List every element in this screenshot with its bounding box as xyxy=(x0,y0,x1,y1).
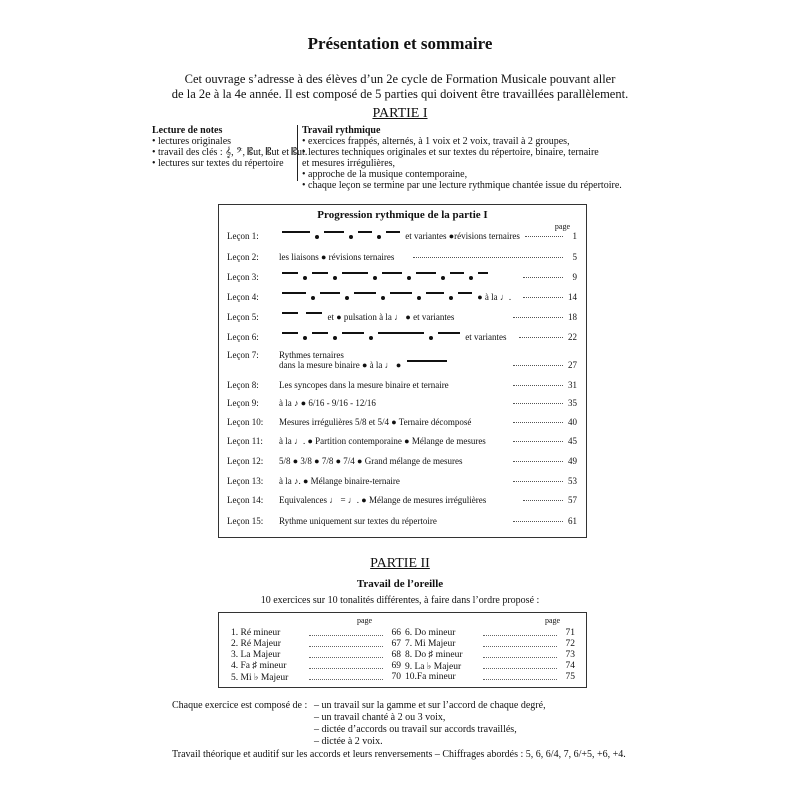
bullet-icon xyxy=(417,296,421,300)
lesson-page: 49 xyxy=(568,456,577,466)
lesson-row xyxy=(227,292,577,306)
lesson-desc: 5/8 ● 3/8 ● 7/8 ● 7/4 ● Grand mélange de mesures xyxy=(279,456,463,466)
bullet-icon xyxy=(303,276,307,280)
rhythm-notation-icon xyxy=(416,272,436,283)
rhythm-notation-icon xyxy=(358,231,372,242)
bullet-icon xyxy=(441,276,445,280)
lesson-page: 27 xyxy=(568,360,577,370)
rhythm-notation-icon xyxy=(378,332,424,343)
leader-dots xyxy=(309,657,383,658)
leader-dots xyxy=(513,461,563,462)
tonality-row: 10.Fa mineur 75 xyxy=(405,672,575,682)
lesson-desc: ● à la ♩. xyxy=(279,292,511,303)
section-divider xyxy=(297,125,298,181)
leader-dots xyxy=(483,679,557,680)
leader-dots xyxy=(525,236,563,237)
bullet-icon xyxy=(333,336,337,340)
lesson-label: Leçon 1: xyxy=(227,231,259,241)
rhythm-notation-icon xyxy=(282,332,298,343)
theory-line: Travail théorique et auditif sur les accords et leurs renversements – Chiffrages abordés : 5, 6, 6/4, 7, 6/+5, +6, +4. xyxy=(172,749,626,760)
lesson-label: Leçon 15: xyxy=(227,516,264,526)
lesson-label: Leçon 14: xyxy=(227,495,264,505)
leader-dots xyxy=(513,441,563,442)
lesson-page: 5 xyxy=(572,252,577,262)
bullet-icon xyxy=(369,336,373,340)
rhythm-notation-icon xyxy=(306,312,322,323)
tonality-row: 8. Do ♯ mineur 73 xyxy=(405,650,575,660)
rhythm-notation-icon xyxy=(450,272,464,283)
lesson-row xyxy=(227,312,577,326)
rhythm-notation-icon xyxy=(438,332,460,343)
lesson-page: 61 xyxy=(568,516,577,526)
page-column-label: page xyxy=(545,616,561,625)
lesson-page: 9 xyxy=(572,272,577,282)
lesson-row xyxy=(227,516,577,530)
lesson-page: 1 xyxy=(572,231,577,241)
lesson-page: 14 xyxy=(568,292,577,302)
lesson-page: 31 xyxy=(568,380,577,390)
bullet-icon xyxy=(407,276,411,280)
lesson-row xyxy=(227,398,577,412)
tonalities-box xyxy=(218,612,587,688)
leader-dots xyxy=(513,385,563,386)
lesson-desc: Mesures irrégulières 5/8 et 5/4 ● Ternaire décomposé xyxy=(279,417,472,427)
lecture-title: Lecture de notes xyxy=(152,125,223,136)
lesson-row xyxy=(227,476,577,490)
lesson-row xyxy=(227,231,577,245)
travail-item: et mesures irrégulières, xyxy=(302,158,396,169)
rhythm-notation-icon xyxy=(426,292,444,303)
lesson-row xyxy=(227,436,577,450)
lesson-label: Leçon 5: xyxy=(227,312,259,322)
lesson-label: Leçon 9: xyxy=(227,398,259,408)
rhythm-notation-icon xyxy=(282,312,298,323)
rhythm-notation-icon xyxy=(478,272,488,283)
lesson-label: Leçon 3: xyxy=(227,272,259,282)
lesson-label: Leçon 10: xyxy=(227,417,264,427)
leader-dots xyxy=(483,635,557,636)
leader-dots xyxy=(483,646,557,647)
rhythm-notation-icon xyxy=(312,332,328,343)
lesson-desc: à la ♪ ● 6/16 - 9/16 - 12/16 xyxy=(279,398,376,408)
lesson-label: Leçon 2: xyxy=(227,252,259,262)
lecture-item: • travail des clés : 𝄞, 𝄢, 𝄡ut, 𝄡ut et 𝄡ut. xyxy=(152,147,308,158)
rhythm-notation-icon xyxy=(390,292,412,303)
part-2-subtitle: Travail de l’oreille xyxy=(356,578,444,590)
leader-dots xyxy=(513,521,563,522)
intro-text xyxy=(150,72,650,102)
intro-line-1: Cet ouvrage s’adresse à des élèves d’un 2e cycle de Formation Musicale pouvant aller xyxy=(184,72,616,86)
bullet-icon xyxy=(303,336,307,340)
part-2-description: 10 exercices sur 10 tonalités différentes, à faire dans l’ordre proposé : xyxy=(260,595,540,606)
travail-section xyxy=(302,125,622,191)
tonality-row: 2. Ré Majeur 67 xyxy=(231,639,401,649)
lesson-desc: et variantes xyxy=(279,332,506,343)
lesson-desc: Les syncopes dans la mesure binaire et ternaire xyxy=(279,380,449,390)
leader-dots xyxy=(513,317,563,318)
lesson-page: 57 xyxy=(568,495,577,505)
bullet-icon xyxy=(373,276,377,280)
leader-dots xyxy=(483,657,557,658)
bullet-icon xyxy=(315,235,319,239)
lesson-label: Leçon 11: xyxy=(227,436,263,446)
travail-title: Travail rythmique xyxy=(302,125,381,136)
lesson-label: Leçon 6: xyxy=(227,332,259,342)
lesson-desc: Rythme uniquement sur textes du répertoire xyxy=(279,516,437,526)
leader-dots xyxy=(523,297,563,298)
leader-dots xyxy=(309,646,383,647)
rhythm-notation-icon xyxy=(282,231,310,242)
page-column-label: page xyxy=(554,222,570,231)
bullet-icon xyxy=(333,276,337,280)
lesson-row xyxy=(227,252,577,266)
composition-item: – dictée d’accords ou travail sur accords travaillés, xyxy=(314,724,517,735)
bullet-icon xyxy=(469,276,473,280)
lesson-label: Leçon 7: xyxy=(227,350,259,360)
page-column-label: page xyxy=(357,616,373,625)
rhythm-notation-icon xyxy=(382,272,402,283)
rhythm-notation-icon xyxy=(458,292,472,303)
lesson-page: 45 xyxy=(568,436,577,446)
leader-dots xyxy=(513,481,563,482)
lesson-row xyxy=(227,417,577,431)
lesson-label: Leçon 13: xyxy=(227,476,264,486)
leader-dots xyxy=(309,668,383,669)
rhythm-notation-icon xyxy=(354,292,376,303)
rhythm-notation-icon xyxy=(324,231,344,242)
lesson-page: 18 xyxy=(568,312,577,322)
tonality-row: 3. La Majeur 68 xyxy=(231,650,401,660)
tonality-row: 1. Ré mineur 66 xyxy=(231,628,401,638)
part-1-heading: PARTIE I xyxy=(372,106,428,121)
lecture-section xyxy=(152,125,307,169)
lesson-desc: Rythmes ternaires dans la mesure binaire ● à la ♩ ● xyxy=(279,350,450,371)
lesson-label: Leçon 12: xyxy=(227,456,264,466)
lesson-desc: les liaisons ● révisions ternaires xyxy=(279,252,395,262)
lesson-desc: et ● pulsation à la ♩ ● et variantes xyxy=(279,312,454,323)
lesson-label: Leçon 4: xyxy=(227,292,259,302)
bullet-icon xyxy=(377,235,381,239)
lesson-row xyxy=(227,332,577,346)
composition-item: – un travail sur la gamme et sur l’accord de chaque degré, xyxy=(314,700,546,711)
lesson-page: 22 xyxy=(568,332,577,342)
lesson-row xyxy=(227,456,577,470)
travail-item: • lectures techniques originales et sur textes du répertoire, binaire, ternaire xyxy=(302,147,599,158)
lesson-page: 53 xyxy=(568,476,577,486)
lesson-desc: à la ♩. ● Partition contemporaine ● Mélange de mesures xyxy=(279,436,486,446)
lesson-page: 35 xyxy=(568,398,577,408)
rhythm-notation-icon xyxy=(407,360,447,371)
composition-list xyxy=(314,700,546,748)
tonality-row: 4. Fa ♯ mineur 69 xyxy=(231,661,401,671)
rhythm-notation-icon xyxy=(342,272,368,283)
lesson-row xyxy=(227,380,577,394)
rhythm-notation-icon xyxy=(312,272,328,283)
leader-dots xyxy=(519,337,563,338)
rhythm-notation-icon xyxy=(386,231,400,242)
leader-dots xyxy=(309,635,383,636)
lecture-item: • lectures sur textes du répertoire xyxy=(152,158,284,169)
lesson-desc xyxy=(279,272,491,283)
leader-dots xyxy=(523,500,563,501)
lesson-desc: Equivalences ♩ = ♩. ● Mélange de mesures irrégulières xyxy=(279,495,487,505)
intro-line-2: de la 2e à la 4e année. Il est composé de 5 parties qui doivent être travaillées parallèlement. xyxy=(171,87,629,101)
bullet-icon xyxy=(429,336,433,340)
bullet-icon xyxy=(381,296,385,300)
composition-label: Chaque exercice est composé de : xyxy=(172,700,308,711)
tonality-row: 7. Mi Majeur 72 xyxy=(405,639,575,649)
bullet-icon xyxy=(311,296,315,300)
travail-item: • exercices frappés, alternés, à 1 voix et 2 voix, travail à 2 groupes, xyxy=(302,136,570,147)
bullet-icon xyxy=(449,296,453,300)
leader-dots xyxy=(309,679,383,680)
rhythm-notation-icon xyxy=(320,292,340,303)
rhythm-notation-icon xyxy=(342,332,364,343)
lesson-page: 40 xyxy=(568,417,577,427)
leader-dots xyxy=(483,668,557,669)
lecture-item: • lectures originales xyxy=(152,136,232,147)
lesson-row xyxy=(227,272,577,286)
composition-item: – un travail chanté à 2 ou 3 voix, xyxy=(314,712,446,723)
travail-item: • approche de la musique contemporaine, xyxy=(302,169,468,180)
leader-dots xyxy=(413,257,563,258)
rhythm-notation-icon xyxy=(282,272,298,283)
lesson-label: Leçon 8: xyxy=(227,380,259,390)
lesson-row xyxy=(227,495,577,509)
progression-title: Progression rythmique de la partie I xyxy=(317,209,488,221)
leader-dots xyxy=(513,403,563,404)
page-title: Présentation et sommaire xyxy=(307,34,493,53)
rhythm-notation-icon xyxy=(282,292,306,303)
bullet-icon xyxy=(345,296,349,300)
composition-item: – dictée à 2 voix. xyxy=(314,736,383,747)
tonality-row: 9. La ♭ Majeur 74 xyxy=(405,661,575,672)
leader-dots xyxy=(513,422,563,423)
part-2-heading: PARTIE II xyxy=(370,556,430,571)
travail-item: • chaque leçon se termine par une lecture rythmique chantée issue du répertoire. xyxy=(302,180,622,191)
leader-dots xyxy=(523,277,563,278)
bullet-icon xyxy=(349,235,353,239)
tonality-row: 5. Mi ♭ Majeur 70 xyxy=(231,672,401,683)
lesson-desc: à la ♪. ● Mélange binaire-ternaire xyxy=(279,476,400,486)
progression-box xyxy=(218,204,587,538)
lesson-desc: et variantes ●révisions ternaires xyxy=(279,231,520,242)
lesson-row xyxy=(227,350,577,376)
leader-dots xyxy=(513,365,563,366)
tonality-row: 6. Do mineur 71 xyxy=(405,628,575,638)
